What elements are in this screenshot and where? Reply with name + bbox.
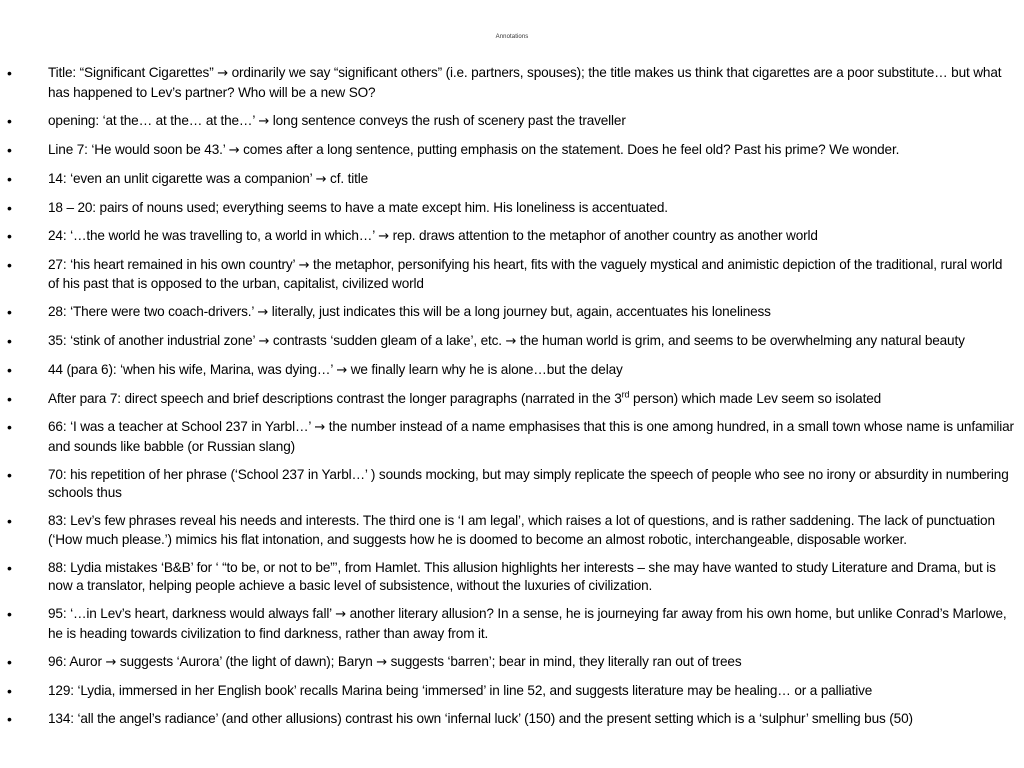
list-item: [0, 256, 1024, 294]
text-segment: 18 – 20: pairs of nouns used; everything seems to have a mate except him. His loneliness is accentuated.: [48, 199, 668, 215]
arrow-right-icon: →: [228, 142, 240, 158]
bullet-icon: •: [7, 682, 12, 699]
bullet-icon: •: [7, 304, 12, 320]
bullet-text: [48, 419, 1014, 454]
arrow-right-icon: →: [257, 305, 269, 320]
bullet-icon: •: [7, 256, 12, 273]
text-segment: 134: ‘all the angel’s radiance’ (and other allusions) contrast his own ‘infernal luck’ (150) and the present setting which is a ‘sulphur’ smelling bus (50): [48, 710, 913, 726]
bullet-icon: •: [7, 653, 12, 670]
bullet-text: [48, 711, 913, 726]
text-segment: 28: ‘There were two coach-drivers.’: [48, 304, 258, 319]
list-item: [0, 390, 1024, 409]
list-item: [0, 605, 1024, 643]
arrow-right-icon: →: [105, 654, 117, 670]
text-segment: person) which made Lev seem so isolated: [629, 391, 882, 406]
list-item: [0, 682, 1024, 701]
arrow-right-icon: →: [376, 654, 388, 670]
bullet-icon: •: [7, 65, 12, 81]
text-segment: comes after a long sentence, putting emphasis on the statement. Does he feel old? Past his prime? We wonder.: [239, 141, 900, 157]
text-segment: 66: ‘I was a teacher at School 237 in Yarbl…’: [48, 419, 315, 434]
list-item: [0, 303, 1024, 323]
bullet-icon: •: [7, 559, 12, 576]
list-item: [0, 170, 1024, 190]
arrow-right-icon: →: [258, 113, 270, 129]
arrow-right-icon: →: [314, 420, 326, 435]
text-segment: suggests ‘barren’; bear in mind, they literally ran out of trees: [387, 653, 742, 669]
bullet-icon: •: [7, 141, 12, 158]
bullet-icon: •: [7, 199, 12, 216]
text-segment: 27: ‘his heart remained in his own country’: [48, 256, 299, 272]
list-item: [0, 466, 1024, 503]
bullet-text: [48, 513, 995, 547]
bullet-text: [48, 113, 626, 128]
list-item: [0, 418, 1024, 456]
text-segment: 88: Lydia mistakes ‘B&B’ for ‘ “to be, or not to be”’, from Hamlet. This allusion highlights her interests – she may have wanted to study Literature and Drama, but is now a translator, helping people achieve a basic level of subsistence, without the luxuries of civilization.: [48, 559, 996, 593]
text-segment: another literary allusion? In a sense, he is journeying far away from his own home, but unlike Conrad’s Marlowe, he is heading towards civilization to find darkness, rather than away from it.: [48, 606, 1007, 641]
text-segment: 35: ‘stink of another industrial zone’: [48, 333, 259, 348]
bullet-icon: •: [7, 419, 12, 435]
arrow-right-icon: →: [336, 363, 348, 378]
list-item: [0, 64, 1024, 102]
text-segment: the metaphor, personifying his heart, fits with the vaguely mystical and animistic depiction of the traditional, rural world of his past that is opposed to the urban, capitalist, civilized world: [48, 256, 1003, 291]
list-item: [0, 653, 1024, 673]
annotation-list: [0, 64, 1024, 738]
text-segment: After para 7: direct speech and brief descriptions contrast the longer paragraphs (narrated in the 3: [48, 391, 622, 406]
bullet-text: [48, 228, 818, 243]
text-segment: literally, just indicates this will be a long journey but, again, accentuates his loneliness: [268, 304, 771, 319]
text-segment: 14: ‘even an unlit cigarette was a companion’: [48, 170, 316, 186]
list-item: [0, 710, 1024, 729]
arrow-right-icon: →: [335, 607, 346, 622]
arrow-right-icon: →: [217, 66, 228, 81]
list-item: [0, 112, 1024, 132]
bullet-text: [48, 257, 1002, 292]
bullet-text: [48, 467, 1009, 501]
bullet-icon: •: [7, 466, 12, 483]
text-segment: 95: ‘…in Lev’s heart, darkness would always fall’: [48, 606, 336, 621]
bullet-text: [48, 142, 899, 157]
bullet-text: [48, 683, 872, 698]
text-segment: rep. draws attention to the metaphor of another country as another world: [388, 227, 818, 243]
list-item: [0, 199, 1024, 218]
text-segment: 44 (para 6): ‘when his wife, Marina, was dying…’: [48, 362, 337, 377]
arrow-right-icon: →: [298, 257, 310, 273]
superscript: rd: [621, 389, 630, 400]
arrow-right-icon: →: [315, 171, 327, 187]
bullet-text: [48, 304, 771, 319]
list-item: [0, 559, 1024, 596]
arrow-right-icon: →: [378, 228, 389, 244]
bullet-text: [48, 362, 623, 377]
text-segment: suggests ‘Aurora’ (the light of dawn); Baryn: [116, 653, 377, 669]
text-segment: cf. title: [326, 170, 368, 186]
text-segment: 24: ‘…the world he was travelling to, a world in which…’: [48, 227, 379, 243]
list-item: [0, 512, 1024, 549]
text-segment: 83: Lev’s few phrases reveal his needs and interests. The third one is ‘I am legal’, which raises a lot of questions, and is rather saddening. The lack of punctuation (‘How much please.’) mimics his flat intonation, and suggests how he is doomed to become an almost robotic, interchangeable, disposable worker.: [48, 513, 995, 547]
text-segment: Line 7: ‘He would soon be 43.’: [48, 141, 229, 157]
text-segment: we finally learn why he is alone…but the delay: [347, 362, 623, 377]
text-segment: Title: “Significant Cigarettes”: [48, 65, 218, 80]
text-segment: the human world is grim, and seems to be overwhelming any natural beauty: [516, 333, 965, 348]
list-item: [0, 361, 1024, 381]
bullet-icon: •: [7, 513, 12, 529]
text-segment: 70: his repetition of her phrase (‘School 237 in Yarbl…’ ) sounds mocking, but may simply replicate the speech of people who see no irony or absurdity in numbering schools thus: [48, 466, 1009, 500]
arrow-right-icon: →: [505, 334, 517, 349]
bullet-text: [48, 333, 965, 348]
slide-title: Annotations: [495, 34, 529, 40]
text-segment: ordinarily we say “significant others” (i.e. partners, spouses); the title makes us think that cigarettes are a poor substitute… but what has happened to Lev’s partner? Who will be a new SO?: [48, 65, 1002, 100]
text-segment: long sentence conveys the rush of scenery past the traveller: [269, 112, 626, 128]
bullet-text: [48, 560, 996, 594]
text-segment: the number instead of a name emphasises that this is one among hundred, in a small town whose name is unfamiliar and sounds like babble (or Russian slang): [48, 419, 1014, 454]
text-segment: 96: Auror: [48, 653, 106, 669]
bullet-icon: •: [7, 227, 12, 244]
bullet-text: [48, 654, 741, 669]
bullet-text: [48, 65, 1001, 100]
list-item: [0, 227, 1024, 247]
bullet-text: [48, 391, 881, 406]
bullet-icon: •: [7, 391, 12, 407]
arrow-right-icon: →: [258, 334, 270, 349]
text-segment: 129: ‘Lydia, immersed in her English book’ recalls Marina being ‘immersed’ in line 52, and suggests literature may be healing… or a palliative: [48, 682, 873, 698]
bullet-text: [48, 200, 668, 215]
bullet-text: [48, 606, 1007, 641]
bullet-icon: •: [7, 606, 12, 622]
bullet-icon: •: [7, 362, 12, 378]
bullet-text: [48, 171, 368, 186]
bullet-icon: •: [7, 170, 12, 187]
bullet-icon: •: [7, 710, 12, 727]
text-segment: opening: ‘at the… at the… at the…’: [48, 112, 259, 128]
bullet-icon: •: [7, 112, 12, 129]
bullet-icon: •: [7, 333, 12, 349]
text-segment: contrasts ‘sudden gleam of a lake’, etc.: [269, 333, 506, 348]
list-item: [0, 332, 1024, 352]
list-item: [0, 141, 1024, 161]
